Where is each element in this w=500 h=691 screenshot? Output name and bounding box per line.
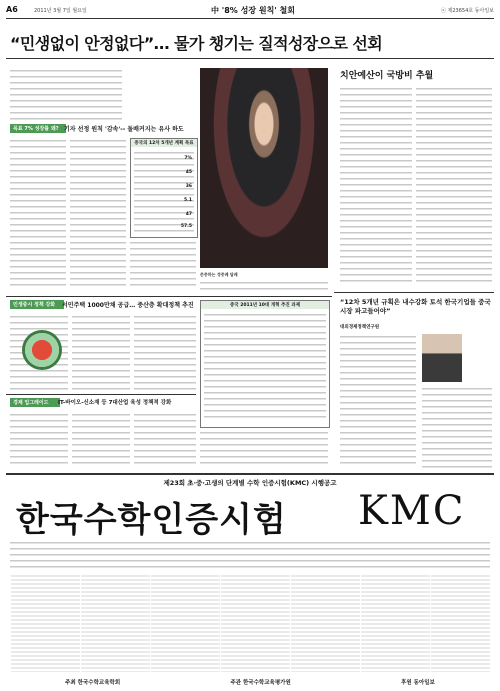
article-col-7 [10, 412, 68, 468]
interview-label: 대외경제정책연구원 [340, 325, 380, 330]
chart-title: 중국 2011년 10대 개혁 추진 과제 [201, 301, 329, 309]
section-sub-livelihood: 서민주택 1000만채 공급… 중산층 확대정책 추진 [62, 302, 194, 309]
photo-caption [200, 272, 328, 278]
issue-date: 2011년 3월 7일 월요일 [34, 8, 87, 14]
section-sub-growth: 기자 선정 원칙 '감속'-- 돌배커지는 유사 하도 [64, 126, 184, 133]
page-header [6, 3, 494, 17]
section3-rule [6, 394, 196, 395]
interview-title: “12차 5개년 규획은 내수강화 토석 한국기업들 중국시장 파고들어야” [340, 298, 491, 315]
photo-caption-text [200, 280, 328, 292]
logo-graphic [22, 330, 62, 370]
ad-exam-sites-grid [10, 574, 490, 672]
chart-body [204, 312, 326, 422]
section-bar-upgrade: 경제 업그레이드 [10, 398, 60, 407]
article-col-10 [200, 430, 328, 468]
headline-rule [6, 58, 494, 59]
ad-round: 제23회 초·중·고생의 단계별 수학 인증시험(KMC) 시행공고 [163, 479, 337, 487]
table-body [134, 150, 194, 232]
sidebar-rule [334, 292, 494, 293]
growth-target-table [130, 138, 198, 238]
page-number: A6 [6, 5, 18, 14]
ad-title-korean: 한국수학인증시험 [16, 500, 287, 540]
ad-notice-text [10, 540, 490, 570]
section-sub-upgrade: IT-바이오-신소재 등 7대산업 육성 정책적 강화 [58, 400, 172, 406]
news-photo [200, 68, 328, 268]
table-value: 36 [185, 184, 192, 189]
interview-col-2 [422, 386, 492, 468]
header-rule [6, 18, 494, 19]
article-col-8 [72, 412, 130, 468]
section-title: 中 '8% 성장 원칙' 철회 [211, 6, 295, 15]
article-col-1 [10, 138, 66, 290]
intro-text [10, 68, 122, 120]
article-col-2 [70, 138, 126, 290]
ad-sponsor: 주최 한국수학교육학회 [65, 680, 121, 686]
table-title: 중국의 12차 5개년 계획 목표 [131, 139, 197, 147]
article-col-3 [130, 240, 196, 290]
article-col-6 [134, 314, 196, 390]
section-bar-livelihood: 민생중시 정책 강화 [10, 300, 64, 309]
article-col-5 [72, 314, 130, 390]
table-value: 57.5 [180, 224, 192, 229]
ad-title-kmc: KMC [358, 488, 466, 534]
main-headline: “민생없이 안정없다”… 물가 챙기는 질적성장으로 선회 [10, 34, 383, 53]
table-value: 45 [185, 170, 192, 175]
article-col-9 [134, 412, 196, 468]
reform-tasks-chart [200, 300, 330, 428]
sidebar-title: 치안예산이 국방비 추월 [340, 71, 434, 81]
ad-sponsor-bar [10, 676, 490, 688]
ad-rule [6, 473, 494, 475]
section-bar-growth: 목표 7% 성장률 왜? [10, 124, 66, 133]
section2-rule [6, 296, 332, 297]
sidebar-col-2 [416, 86, 492, 286]
interviewee-photo [422, 334, 462, 382]
ad-sponsor: 후원 동아일보 [401, 680, 435, 686]
interview-col-1 [340, 334, 416, 468]
photo-caption-lead: 존중하는 정중례 답례 [200, 272, 238, 277]
table-value: 7% [184, 156, 192, 161]
sidebar-col-1 [340, 86, 412, 286]
table-value: 5.1 [184, 198, 192, 203]
paper-name: ⓐ 제23654호 동아일보 [440, 8, 494, 14]
ad-sponsor: 주관 한국수학교육평가원 [230, 680, 291, 686]
table-value: 47 [185, 212, 192, 217]
